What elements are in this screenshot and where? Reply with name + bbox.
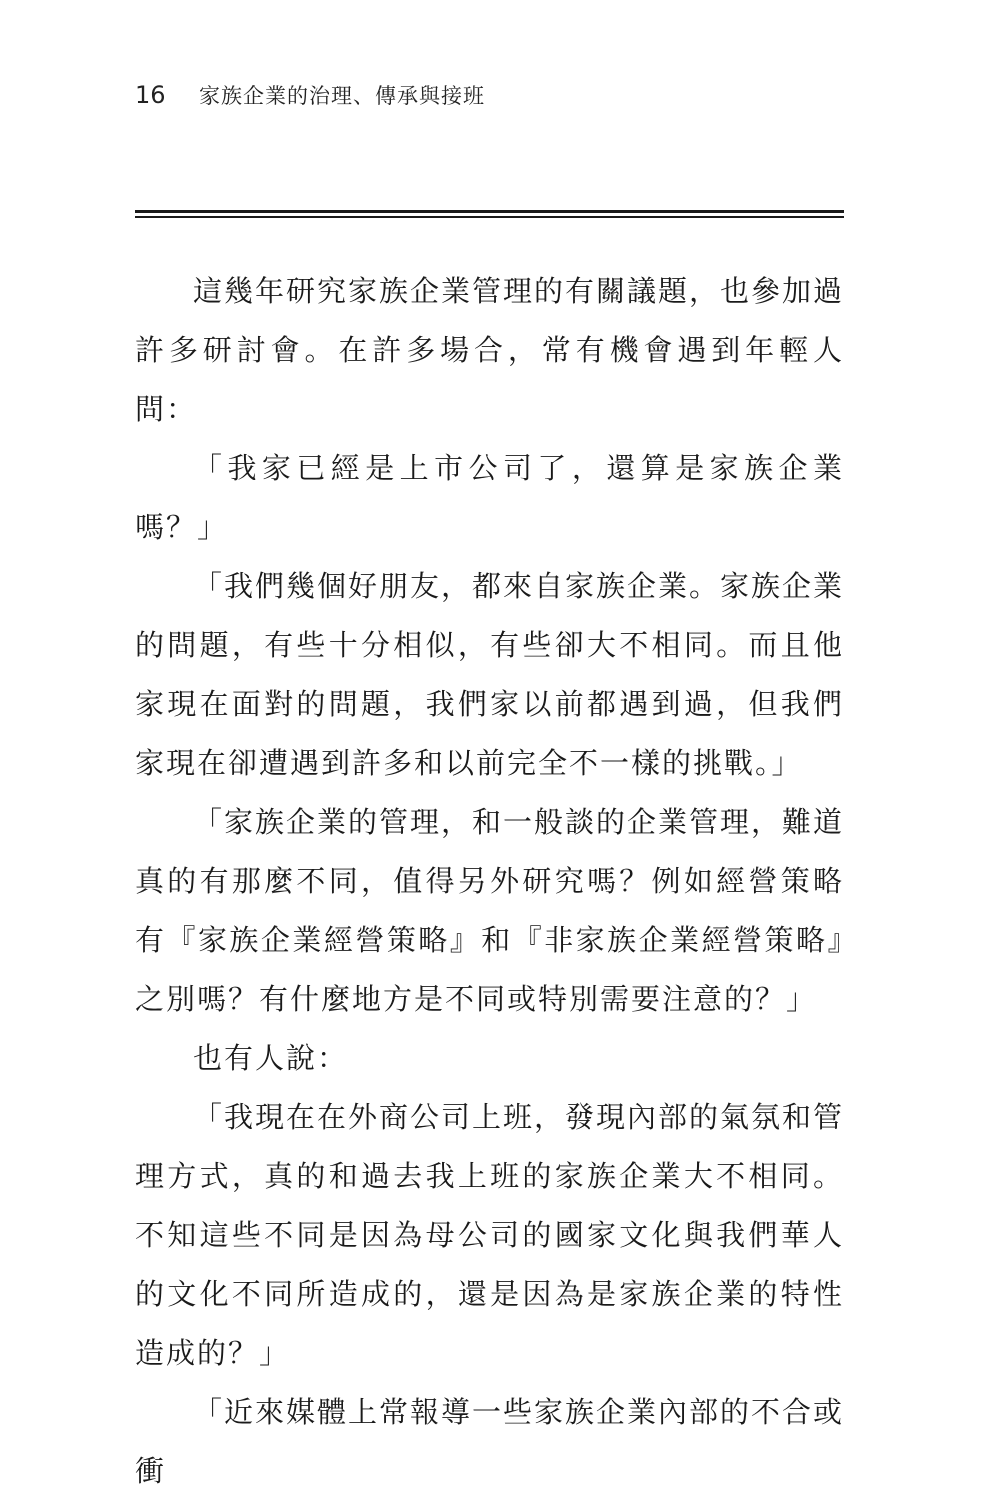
paragraph: 「家族企業的管理，和一般談的企業管理，難道真的有那麼不同，值得另外研究嗎？例如經營策略有『家族企業經營策略』和『非家族企業經營策略』之別嗎？有什麼地方是不同或特別需要注意的？」: [135, 805, 845, 1016]
running-header: [135, 78, 485, 112]
header-rule-thick: [135, 210, 844, 213]
paragraph: 「我們幾個好朋友，都來自家族企業。家族企業的問題，有些十分相似，有些卻大不相同。而且他家現在面對的問題，我們家以前都遇到過，但我們家現在卻遭遇到許多和以前完全不一樣的挑戰。」: [135, 569, 845, 780]
paragraph: 也有人說：: [193, 1041, 349, 1075]
book-title: 家族企業的治理、傳承與接班: [199, 84, 485, 108]
page-number: 16: [135, 81, 166, 109]
paragraph: 「我家已經是上市公司了，還算是家族企業嗎？」: [135, 451, 844, 544]
paragraph: 這幾年研究家族企業管理的有關議題，也參加過許多研討會。在許多場合，常有機會遇到年輕人問：: [135, 274, 845, 426]
paragraph: 「我現在在外商公司上班，發現內部的氣氛和管理方式，真的和過去我上班的家族企業大不相同。不知這些不同是因為母公司的國家文化與我們華人的文化不同所造成的，還是因為是家族企業的特性造成的？」: [135, 1100, 845, 1370]
body-text: [135, 262, 844, 1501]
header-rule-thin: [135, 216, 844, 218]
paragraph: 「近來媒體上常報導一些家族企業內部的不合或衝: [135, 1395, 845, 1488]
